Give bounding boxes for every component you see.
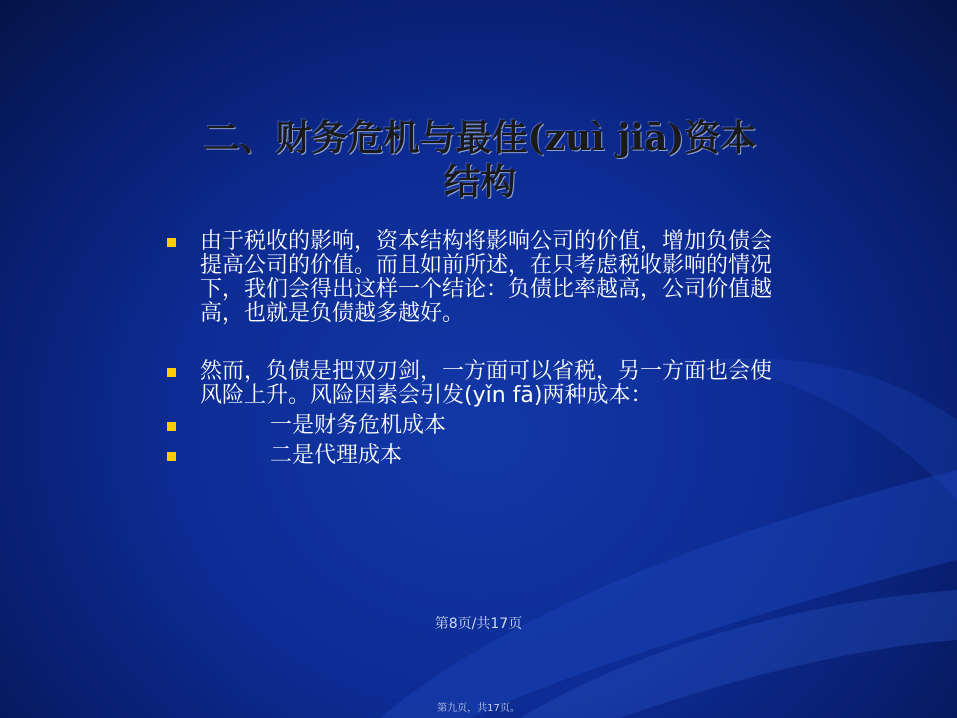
bullet-item-double-edged — [160, 360, 790, 408]
square-bullet-icon — [167, 368, 176, 377]
footer-page-note: 第九页，共17页。 — [437, 703, 520, 714]
page-number: 第8页/共17页 — [434, 616, 523, 632]
bullet-item-financial-distress-cost — [160, 414, 790, 438]
title-line-2: 结构 — [443, 161, 516, 203]
bullet-text: 二是代理成本 — [270, 443, 403, 468]
bullet-list — [160, 230, 790, 468]
square-bullet-icon — [167, 452, 176, 461]
bullet-text: 一是财务危机成本 — [270, 413, 447, 438]
bullet-text: 然而，负债是把双刃剑，一方面可以省税，另一方面也会使风险上升。风险因素会引发(yǐn fā)两种成本： — [200, 359, 773, 408]
bullet-text: 由于税收的影响，资本结构将影响公司的价值，增加负债会提高公司的价值。而且如前所述，在只考虑税收影响的情况下，我们会得出这样一个结论：负债比率越高，公司价值越高，也就是负债越多越好。 — [200, 229, 773, 326]
bullet-item-tax-effect — [160, 230, 790, 326]
square-bullet-icon — [167, 422, 176, 431]
slide-title — [150, 116, 810, 204]
title-line-1: 二、财务危机与最佳(zuì jiā)资本 — [203, 117, 757, 159]
square-bullet-icon — [167, 238, 176, 247]
bullet-item-agency-cost — [160, 444, 790, 468]
